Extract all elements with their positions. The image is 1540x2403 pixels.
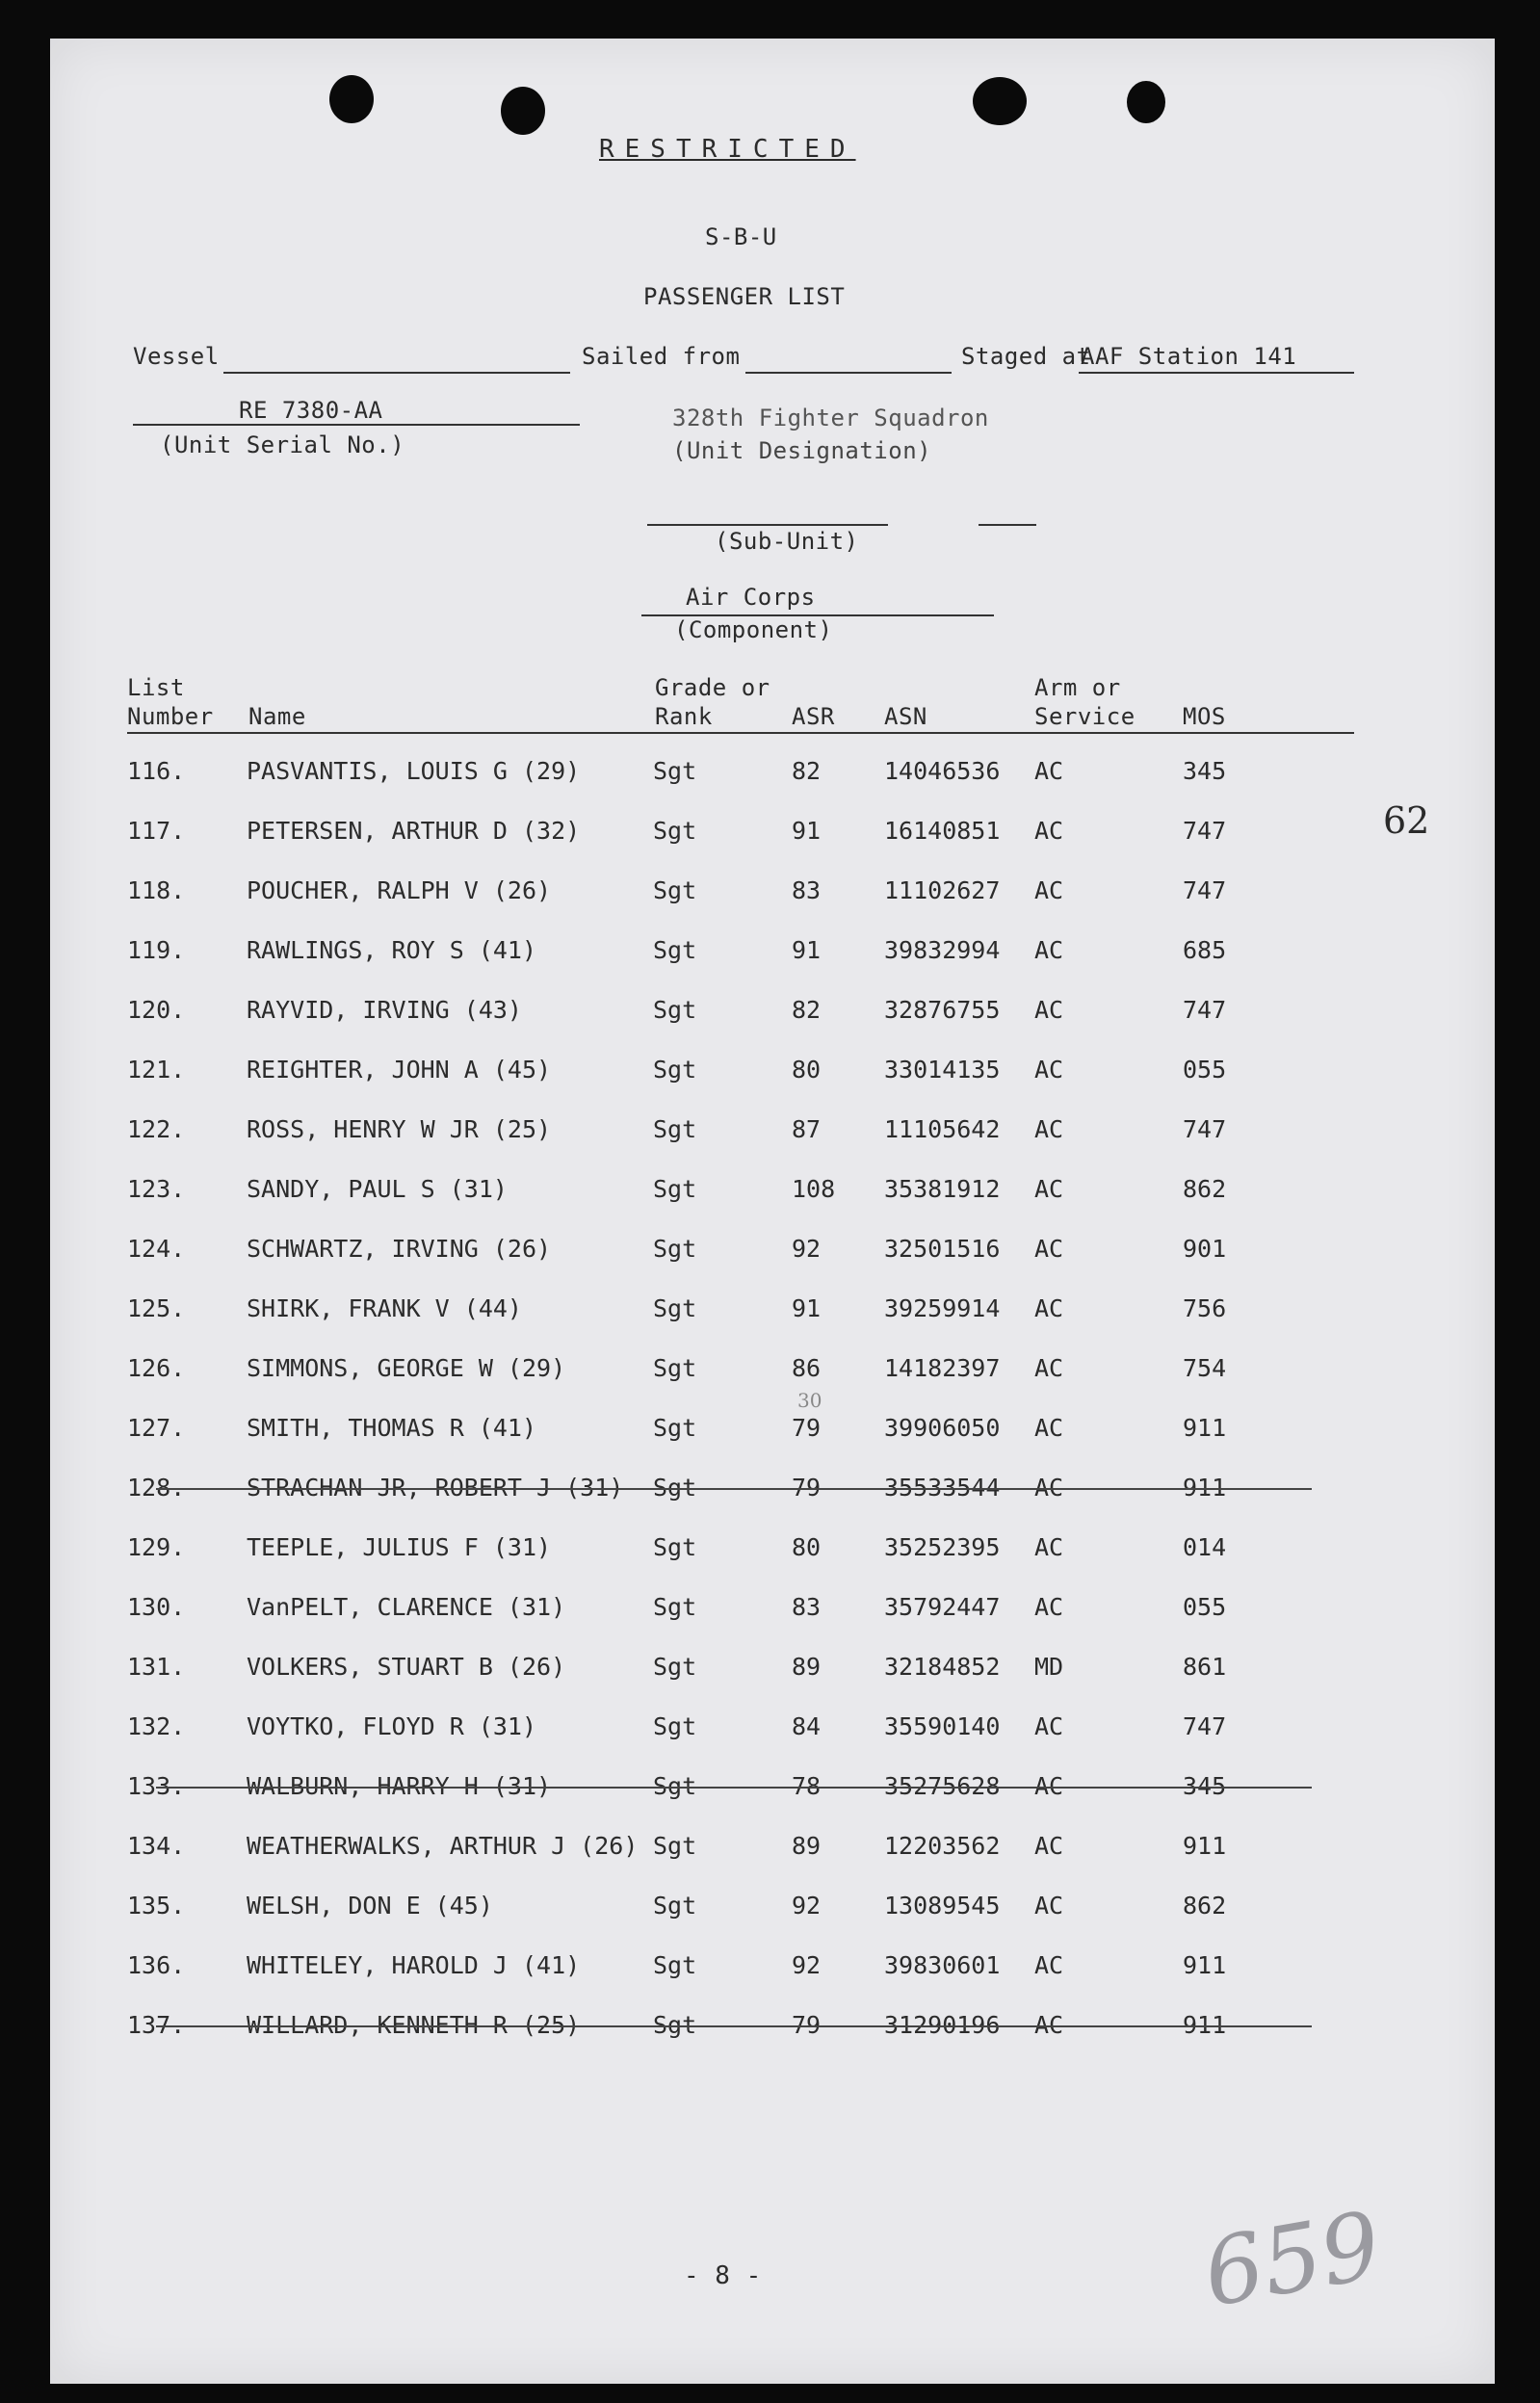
cell-arm: AC xyxy=(1034,757,1064,785)
table-row xyxy=(50,1951,1495,1990)
cell-rank: Sgt xyxy=(653,936,697,964)
cell-asn: 11102627 xyxy=(884,876,1001,904)
cell-num: 129. xyxy=(127,1533,186,1561)
cell-arm: AC xyxy=(1034,1533,1064,1561)
cell-name: SMITH, THOMAS R (41) xyxy=(247,1414,537,1442)
cell-asr: 89 xyxy=(792,1653,822,1681)
cell-num: 133. xyxy=(127,1772,186,1800)
table-row xyxy=(50,996,1495,1034)
cell-mos: 747 xyxy=(1183,996,1227,1024)
punch-hole xyxy=(1127,81,1165,123)
cell-num: 124. xyxy=(127,1235,186,1263)
cell-num: 131. xyxy=(127,1653,186,1681)
cell-asr: 79 xyxy=(792,2011,822,2039)
vessel-blank xyxy=(223,372,570,374)
staged-at-label: Staged at xyxy=(961,343,1091,370)
cell-arm: AC xyxy=(1034,1593,1064,1621)
cell-num: 132. xyxy=(127,1712,186,1740)
cell-rank: Sgt xyxy=(653,1832,697,1860)
staged-at-blank xyxy=(1079,372,1354,374)
table-row xyxy=(50,936,1495,975)
cell-num: 126. xyxy=(127,1354,186,1382)
cell-rank: Sgt xyxy=(653,1175,697,1203)
cell-mos: 345 xyxy=(1183,1772,1227,1800)
cell-name: RAYVID, IRVING (43) xyxy=(247,996,522,1024)
cell-asn: 31290196 xyxy=(884,2011,1001,2039)
sub-unit-line-right xyxy=(979,524,1036,526)
unit-serial-label: (Unit Serial No.) xyxy=(160,431,405,458)
cell-num: 121. xyxy=(127,1056,186,1084)
cell-rank: Sgt xyxy=(653,876,697,904)
cell-asn: 12203562 xyxy=(884,1832,1001,1860)
cell-num: 119. xyxy=(127,936,186,964)
cell-rank: Sgt xyxy=(653,1294,697,1322)
cell-mos: 862 xyxy=(1183,1175,1227,1203)
cell-mos: 911 xyxy=(1183,1951,1227,1979)
cell-asr: 86 xyxy=(792,1354,822,1382)
cell-num: 135. xyxy=(127,1892,186,1920)
cell-asr: 92 xyxy=(792,1892,822,1920)
cell-asr: 78 xyxy=(792,1772,822,1800)
cell-mos: 747 xyxy=(1183,1712,1227,1740)
cell-mos: 862 xyxy=(1183,1892,1227,1920)
cell-name: WHITELEY, HAROLD J (41) xyxy=(247,1951,581,1979)
cell-asr: 80 xyxy=(792,1056,822,1084)
restricted-heading: RESTRICTED xyxy=(599,135,856,164)
cell-asr: 84 xyxy=(792,1712,822,1740)
cell-mos: 014 xyxy=(1183,1533,1227,1561)
cell-arm: AC xyxy=(1034,1115,1064,1143)
cell-arm: AC xyxy=(1034,1414,1064,1442)
cell-mos: 747 xyxy=(1183,876,1227,904)
component-value: Air Corps xyxy=(686,584,816,611)
table-row xyxy=(50,1712,1495,1751)
document-page xyxy=(50,39,1495,2384)
cell-name: WELSH, DON E (45) xyxy=(247,1892,493,1920)
cell-arm: AC xyxy=(1034,1294,1064,1322)
table-row xyxy=(50,757,1495,796)
cell-name: ROSS, HENRY W JR (25) xyxy=(247,1115,552,1143)
cell-asn: 35252395 xyxy=(884,1533,1001,1561)
cell-arm: AC xyxy=(1034,1354,1064,1382)
cell-name: SCHWARTZ, IRVING (26) xyxy=(247,1235,552,1263)
cell-asr: 91 xyxy=(792,936,822,964)
cell-name: POUCHER, RALPH V (26) xyxy=(247,876,552,904)
col-list: List xyxy=(127,674,185,701)
cell-name: WEATHERWALKS, ARTHUR J (26) xyxy=(247,1832,639,1860)
cell-asn: 35533544 xyxy=(884,1474,1001,1502)
cell-name: SANDY, PAUL S (31) xyxy=(247,1175,508,1203)
cell-rank: Sgt xyxy=(653,817,697,845)
cell-name: WILLARD, KENNETH R (25) xyxy=(247,2011,581,2039)
cell-mos: 901 xyxy=(1183,1235,1227,1263)
cell-name: SIMMONS, GEORGE W (29) xyxy=(247,1354,566,1382)
cell-num: 130. xyxy=(127,1593,186,1621)
cell-num: 125. xyxy=(127,1294,186,1322)
sub-unit-line xyxy=(647,524,888,526)
table-row xyxy=(50,1533,1495,1572)
cell-name: REIGHTER, JOHN A (45) xyxy=(247,1056,552,1084)
unit-serial-value: RE 7380-AA xyxy=(239,397,383,424)
col-arm-or: Arm or xyxy=(1034,674,1121,701)
cell-rank: Sgt xyxy=(653,1772,697,1800)
passenger-list-heading: PASSENGER LIST xyxy=(643,283,846,310)
cell-asn: 39832994 xyxy=(884,936,1001,964)
cell-mos: 747 xyxy=(1183,1115,1227,1143)
cell-rank: Sgt xyxy=(653,1235,697,1263)
cell-name: VOLKERS, STUART B (26) xyxy=(247,1653,566,1681)
cell-arm: AC xyxy=(1034,1474,1064,1502)
cell-num: 137. xyxy=(127,2011,186,2039)
cell-asn: 35590140 xyxy=(884,1712,1001,1740)
cell-mos: 747 xyxy=(1183,817,1227,845)
cell-num: 118. xyxy=(127,876,186,904)
cell-name: PASVANTIS, LOUIS G (29) xyxy=(247,757,581,785)
cell-name: SHIRK, FRANK V (44) xyxy=(247,1294,522,1322)
cell-asn: 32184852 xyxy=(884,1653,1001,1681)
cell-asr: 92 xyxy=(792,1235,822,1263)
asr-handwritten-note: 30 xyxy=(797,1389,822,1412)
cell-arm: AC xyxy=(1034,1892,1064,1920)
table-row xyxy=(50,1115,1495,1154)
staged-at-value: AAF Station 141 xyxy=(1081,343,1297,370)
sub-unit-label: (Sub-Unit) xyxy=(715,528,859,555)
punch-hole xyxy=(501,87,545,135)
cell-asr: 79 xyxy=(792,1414,822,1442)
cell-mos: 055 xyxy=(1183,1593,1227,1621)
sailed-from-blank xyxy=(745,372,952,374)
cell-arm: AC xyxy=(1034,876,1064,904)
cell-name: VOYTKO, FLOYD R (31) xyxy=(247,1712,537,1740)
cell-asn: 39906050 xyxy=(884,1414,1001,1442)
cell-rank: Sgt xyxy=(653,1354,697,1382)
cell-asr: 79 xyxy=(792,1474,822,1502)
cell-asr: 89 xyxy=(792,1832,822,1860)
unit-designation-label: (Unit Designation) xyxy=(672,437,932,464)
cell-rank: Sgt xyxy=(653,1115,697,1143)
cell-num: 123. xyxy=(127,1175,186,1203)
cell-name: TEEPLE, JULIUS F (31) xyxy=(247,1533,552,1561)
cell-mos: 055 xyxy=(1183,1056,1227,1084)
cell-rank: Sgt xyxy=(653,996,697,1024)
cell-mos: 345 xyxy=(1183,757,1227,785)
cell-asn: 14046536 xyxy=(884,757,1001,785)
cell-mos: 685 xyxy=(1183,936,1227,964)
table-row xyxy=(50,1653,1495,1691)
cell-num: 120. xyxy=(127,996,186,1024)
unit-serial-line xyxy=(133,424,580,426)
cell-mos: 861 xyxy=(1183,1653,1227,1681)
cell-num: 122. xyxy=(127,1115,186,1143)
cell-asr: 80 xyxy=(792,1533,822,1561)
cell-asn: 13089545 xyxy=(884,1892,1001,1920)
cell-asn: 33014135 xyxy=(884,1056,1001,1084)
strikethrough-line xyxy=(156,2025,1312,2027)
cell-arm: AC xyxy=(1034,817,1064,845)
vessel-label: Vessel xyxy=(133,343,220,370)
cell-name: VanPELT, CLARENCE (31) xyxy=(247,1593,566,1621)
cell-arm: AC xyxy=(1034,1175,1064,1203)
cell-num: 128. xyxy=(127,1474,186,1502)
cell-rank: Sgt xyxy=(653,757,697,785)
cell-arm: AC xyxy=(1034,1056,1064,1084)
cell-mos: 756 xyxy=(1183,1294,1227,1322)
cell-asr: 83 xyxy=(792,876,822,904)
table-row xyxy=(50,1175,1495,1214)
cell-asn: 16140851 xyxy=(884,817,1001,845)
cell-mos: 754 xyxy=(1183,1354,1227,1382)
handwritten-number: 659 xyxy=(1195,2190,1389,2329)
cell-asr: 82 xyxy=(792,996,822,1024)
col-service: Service xyxy=(1034,703,1135,730)
cell-name: PETERSEN, ARTHUR D (32) xyxy=(247,817,581,845)
cell-name: RAWLINGS, ROY S (41) xyxy=(247,936,537,964)
cell-mos: 911 xyxy=(1183,1414,1227,1442)
cell-asn: 35792447 xyxy=(884,1593,1001,1621)
cell-rank: Sgt xyxy=(653,1533,697,1561)
cell-rank: Sgt xyxy=(653,1712,697,1740)
table-row xyxy=(50,1354,1495,1393)
strikethrough-line xyxy=(156,1787,1312,1789)
table-row xyxy=(50,1892,1495,1930)
cell-rank: Sgt xyxy=(653,1414,697,1442)
table-row xyxy=(50,1235,1495,1273)
col-rank: Rank xyxy=(655,703,713,730)
cell-asn: 11105642 xyxy=(884,1115,1001,1143)
table-row xyxy=(50,817,1495,855)
col-mos: MOS xyxy=(1183,703,1226,730)
cell-asn: 32501516 xyxy=(884,1235,1001,1263)
cell-arm: AC xyxy=(1034,1235,1064,1263)
cell-rank: Sgt xyxy=(653,1951,697,1979)
sbu-heading: S-B-U xyxy=(705,223,777,250)
cell-asr: 83 xyxy=(792,1593,822,1621)
cell-arm: AC xyxy=(1034,936,1064,964)
cell-rank: Sgt xyxy=(653,2011,697,2039)
strikethrough-line xyxy=(156,1488,1312,1490)
cell-asn: 14182397 xyxy=(884,1354,1001,1382)
cell-rank: Sgt xyxy=(653,1474,697,1502)
cell-arm: AC xyxy=(1034,1712,1064,1740)
table-row xyxy=(50,1474,1495,1512)
cell-mos: 911 xyxy=(1183,1832,1227,1860)
cell-rank: Sgt xyxy=(653,1653,697,1681)
cell-arm: MD xyxy=(1034,1653,1064,1681)
cell-num: 116. xyxy=(127,757,186,785)
table-row xyxy=(50,2011,1495,2050)
col-asn: ASN xyxy=(884,703,927,730)
cell-asr: 92 xyxy=(792,1951,822,1979)
cell-mos: 911 xyxy=(1183,2011,1227,2039)
table-row xyxy=(50,1056,1495,1094)
cell-rank: Sgt xyxy=(653,1056,697,1084)
cell-asn: 39830601 xyxy=(884,1951,1001,1979)
cell-asr: 82 xyxy=(792,757,822,785)
cell-asr: 91 xyxy=(792,1294,822,1322)
cell-asr: 108 xyxy=(792,1175,836,1203)
header-rule xyxy=(127,732,1354,734)
table-row xyxy=(50,1389,1495,1452)
table-row xyxy=(50,1294,1495,1333)
col-number: Number xyxy=(127,703,214,730)
cell-arm: AC xyxy=(1034,2011,1064,2039)
table-row xyxy=(50,876,1495,915)
cell-num: 127. xyxy=(127,1414,186,1442)
page-number: - 8 - xyxy=(684,2261,762,2290)
table-row xyxy=(50,1593,1495,1632)
punch-hole xyxy=(329,75,374,123)
table-row xyxy=(50,1832,1495,1870)
cell-asn: 32876755 xyxy=(884,996,1001,1024)
cell-num: 136. xyxy=(127,1951,186,1979)
cell-rank: Sgt xyxy=(653,1892,697,1920)
table-row xyxy=(50,1772,1495,1811)
col-name: Name xyxy=(248,703,306,730)
col-grade-or: Grade or xyxy=(655,674,770,701)
component-label: (Component) xyxy=(674,616,833,643)
cell-arm: AC xyxy=(1034,1772,1064,1800)
cell-name: STRACHAN JR, ROBERT J (31) xyxy=(247,1474,624,1502)
cell-num: 117. xyxy=(127,817,186,845)
cell-name: WALBURN, HARRY H (31) xyxy=(247,1772,552,1800)
cell-asn: 39259914 xyxy=(884,1294,1001,1322)
margin-number: 62 xyxy=(1383,799,1430,842)
unit-designation-value: 328th Fighter Squadron xyxy=(672,405,989,431)
cell-arm: AC xyxy=(1034,1832,1064,1860)
sailed-from-label: Sailed from xyxy=(582,343,741,370)
cell-asn: 35275628 xyxy=(884,1772,1001,1800)
cell-mos: 911 xyxy=(1183,1474,1227,1502)
col-asr: ASR xyxy=(792,703,835,730)
cell-num: 134. xyxy=(127,1832,186,1860)
cell-asn: 35381912 xyxy=(884,1175,1001,1203)
cell-asr: 91 xyxy=(792,817,822,845)
cell-arm: AC xyxy=(1034,1951,1064,1979)
cell-rank: Sgt xyxy=(653,1593,697,1621)
punch-hole xyxy=(973,77,1027,125)
cell-asr: 87 xyxy=(792,1115,822,1143)
cell-arm: AC xyxy=(1034,996,1064,1024)
